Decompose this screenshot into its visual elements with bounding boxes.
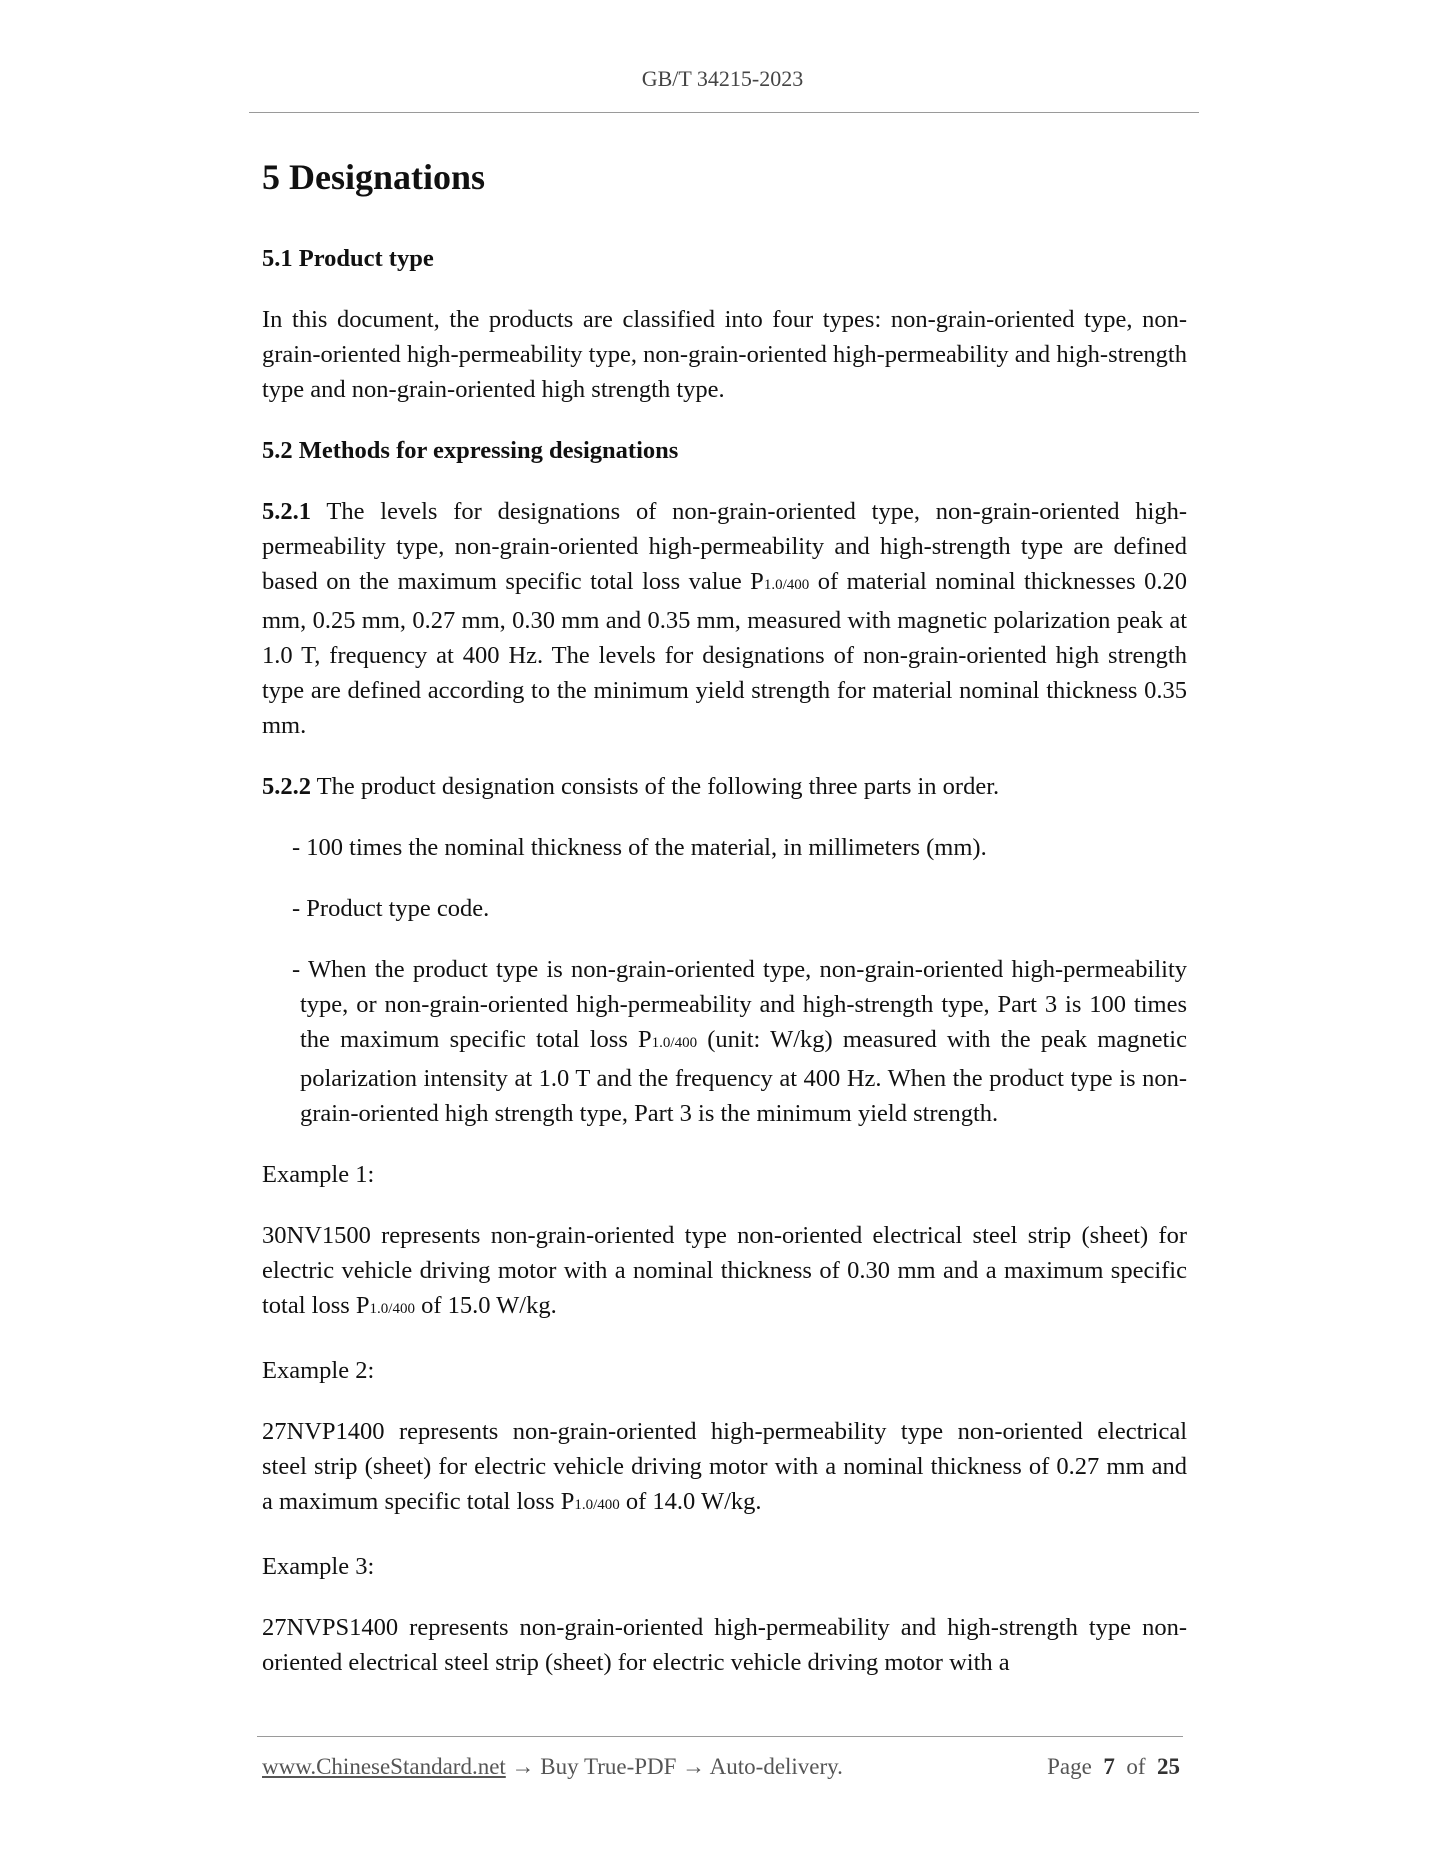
list-item-3-text-a: - When the product type is non-grain-oriented type, non-grain-oriented high-permeability type, or non-grain-oriented high-permeability and high-strength type, Part 3 is 100 times the maximum specific total loss P xyxy=(292,956,1187,1053)
example-1-label: Example 1: xyxy=(262,1161,375,1188)
total-pages: 25 xyxy=(1157,1754,1180,1779)
footer-promo-text: → Buy True-PDF → Auto-delivery. xyxy=(505,1754,843,1779)
section-title: 5 Designations xyxy=(262,157,486,197)
footer-divider xyxy=(257,1736,1183,1737)
clause-5-2-1-subscript: 1.0/400 xyxy=(763,577,810,593)
clause-5-2-2 xyxy=(262,769,1187,804)
list-item-3-subscript: 1.0/400 xyxy=(651,1035,698,1051)
clause-5-2-2-number: 5.2.2 xyxy=(262,773,311,800)
of-label: of xyxy=(1126,1754,1146,1779)
example-3-label: Example 3: xyxy=(262,1553,375,1580)
example-1-text-a: 30NV1500 represents non-grain-oriented type non-oriented electrical steel strip (sheet) for electric vehicle driving motor with a nominal thickness of 0.30 mm and a maximum specific total loss P xyxy=(262,1222,1187,1319)
list-item-2: - Product type code. xyxy=(292,895,490,922)
subsection-5-1-body: In this document, the products are classified into four types: non-grain-oriented type, non-grain-oriented high-permeability type, non-grain-oriented high-permeability and high-strength type and non-grain-oriented high strength type. xyxy=(262,306,1187,403)
clause-5-2-2-text: The product designation consists of the following three parts in order. xyxy=(311,773,1000,800)
website-link[interactable]: www.ChineseStandard.net xyxy=(262,1754,506,1779)
clause-5-2-1-number: 5.2.1 xyxy=(262,498,311,525)
list-item-1: - 100 times the nominal thickness of the material, in millimeters (mm). xyxy=(292,834,987,861)
current-page: 7 xyxy=(1103,1754,1115,1779)
running-header: GB/T 34215-2023 xyxy=(641,66,804,91)
clause-5-2-1 xyxy=(262,494,1187,743)
example-1-subscript: 1.0/400 xyxy=(369,1301,415,1317)
example-1-text xyxy=(262,1218,1187,1327)
clause-5-2-1-text-a: The levels for designations of non-grain-oriented type, non-grain-oriented high-permeability type, non-grain-oriented high-permeability and high-strength type are defined based on the maximum specific total loss value P xyxy=(262,498,1187,595)
page-label: Page xyxy=(1047,1754,1092,1779)
example-2-text-b: of 14.0 W/kg. xyxy=(619,1488,762,1515)
page-content xyxy=(262,155,1187,1706)
subsection-5-2-title: 5.2 Methods for expressing designations xyxy=(262,437,679,464)
example-3-text: 27NVPS1400 represents non-grain-oriented high-permeability and high-strength type non-oriented electrical steel strip (sheet) for electric vehicle driving motor with a xyxy=(262,1614,1187,1676)
clause-5-2-1-text-b: of material nominal thicknesses 0.20 mm, 0.25 mm, 0.27 mm, 0.30 mm and 0.35 mm, measured with magnetic polarization peak at 1.0 T, frequency at 400 Hz. The levels for designations of non-grain-oriented high strength type are defined according to the minimum yield strength for material nominal thickness 0.35 mm. xyxy=(262,568,1187,739)
subsection-5-1-title: 5.1 Product type xyxy=(262,245,434,272)
example-2-subscript: 1.0/400 xyxy=(574,1497,620,1513)
header-divider xyxy=(249,112,1199,113)
footer-promo xyxy=(262,1754,843,1780)
example-2-text-a: 27NVP1400 represents non-grain-oriented high-permeability type non-oriented electrical steel strip (sheet) for electric vehicle driving motor with a nominal thickness of 0.27 mm and a maximum specific total loss P xyxy=(262,1418,1187,1515)
example-2-text xyxy=(262,1414,1187,1523)
example-2-label: Example 2: xyxy=(262,1357,375,1384)
list-item-3-text-b: (unit: W/kg) measured with the peak magnetic polarization intensity at 1.0 T and the frequency at 400 Hz. When the product type is non-grain-oriented high strength type, Part 3 is the minimum yield strength. xyxy=(300,1026,1187,1127)
page-number xyxy=(1047,1754,1180,1780)
list-item-3 xyxy=(292,952,1187,1131)
example-1-text-b: of 15.0 W/kg. xyxy=(414,1292,557,1319)
